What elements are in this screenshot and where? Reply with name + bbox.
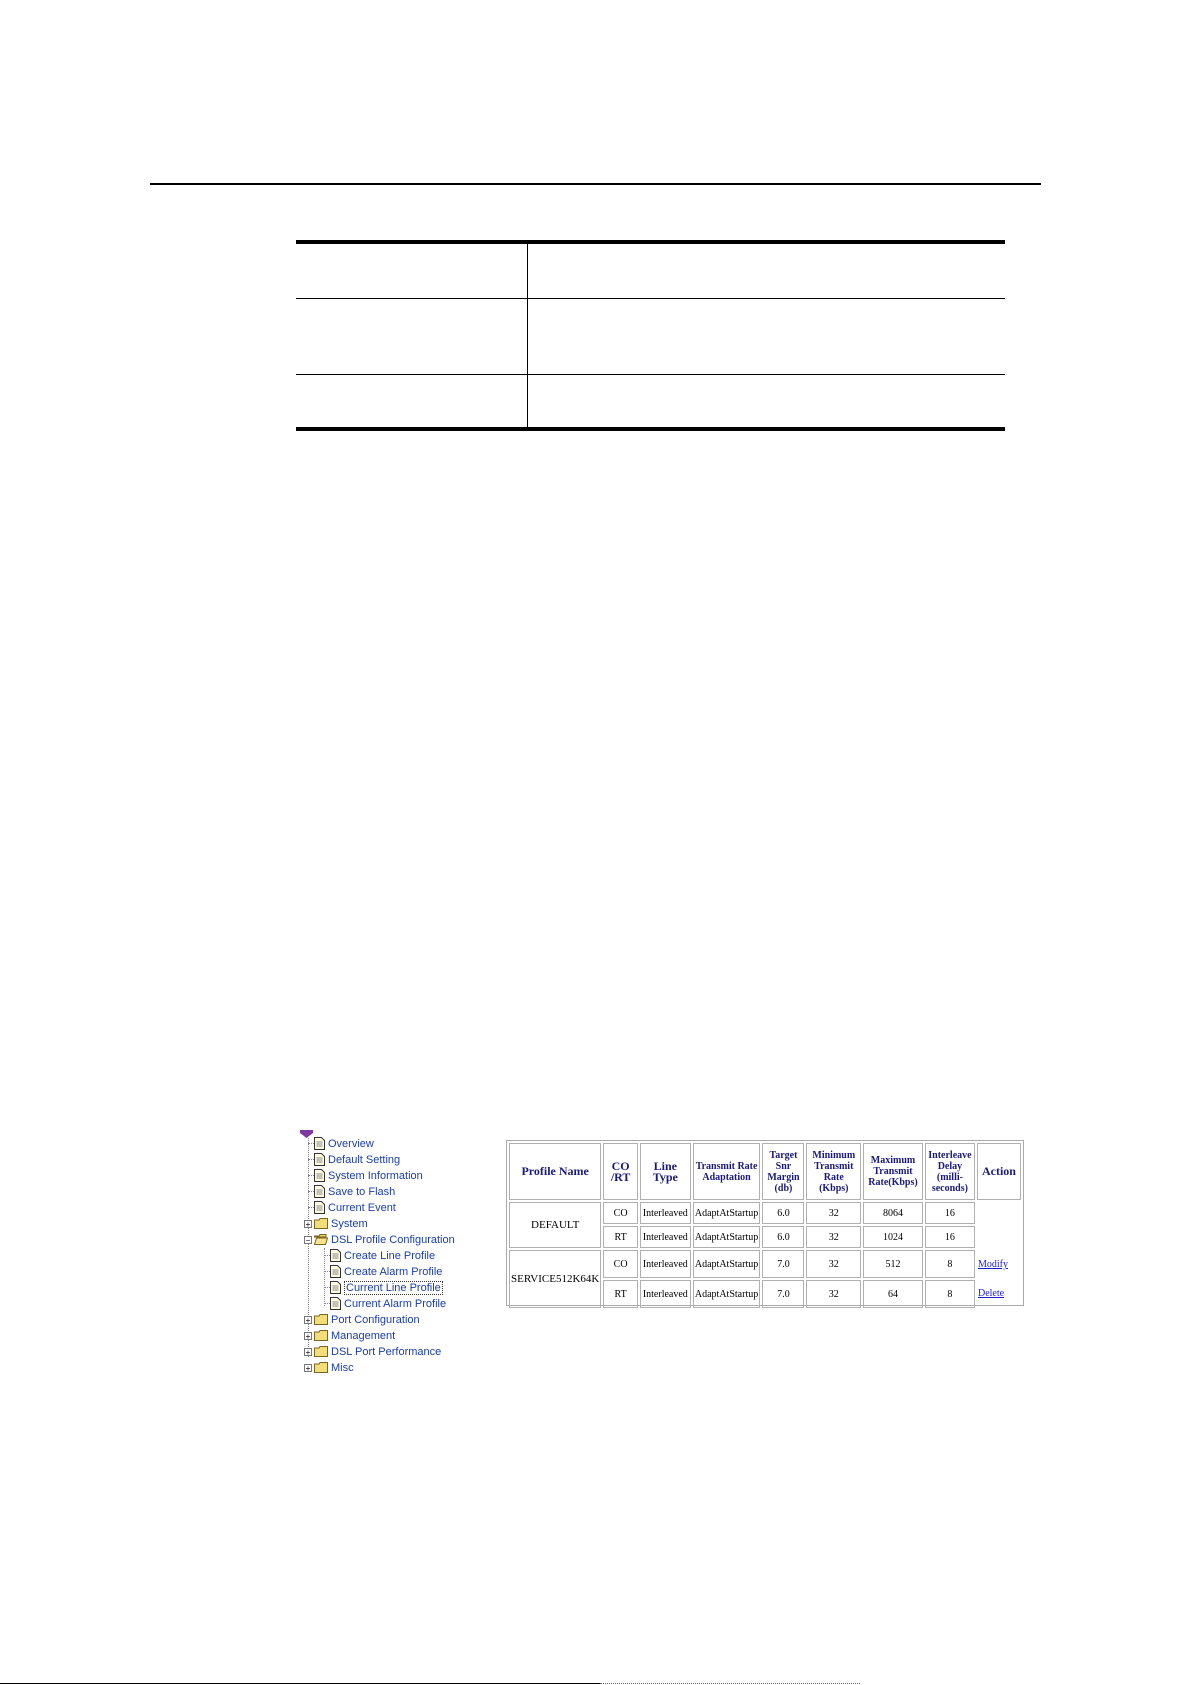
interleave-delay-cell: 8 bbox=[925, 1280, 975, 1308]
tree-item-label: Port Configuration bbox=[331, 1313, 420, 1326]
tree-item-create-line-profile[interactable] bbox=[324, 1248, 435, 1263]
tree-connector bbox=[324, 1303, 330, 1304]
folder-open-icon bbox=[314, 1234, 328, 1245]
action-cell bbox=[977, 1250, 1021, 1308]
definition-term-cell bbox=[296, 299, 528, 374]
tree-item-label: Create Line Profile bbox=[344, 1249, 436, 1262]
modify-link[interactable]: Modify bbox=[977, 1259, 1008, 1270]
definition-desc-cell bbox=[528, 375, 1005, 427]
line-profile-table bbox=[507, 1141, 1023, 1310]
tree-connector bbox=[324, 1255, 330, 1256]
expand-icon[interactable]: + bbox=[305, 1315, 311, 1325]
header-action: Action bbox=[977, 1143, 1021, 1200]
tree-item-default-setting[interactable] bbox=[308, 1152, 400, 1167]
tree-item-label: Current Line Profile bbox=[346, 1281, 441, 1294]
tree-item-dsl-profile-configuration[interactable] bbox=[304, 1232, 455, 1247]
tree-item-save-to-flash[interactable] bbox=[308, 1184, 395, 1199]
document-icon bbox=[330, 1297, 341, 1310]
line-profile-table-container bbox=[506, 1140, 1024, 1306]
header-line-type: Line Type bbox=[640, 1143, 691, 1200]
tree-item-system[interactable] bbox=[304, 1216, 368, 1231]
footer-rule bbox=[0, 1683, 600, 1684]
min-rate-cell: 32 bbox=[806, 1202, 861, 1224]
navigation-tree bbox=[300, 1130, 500, 1385]
header-target-snr: Target Snr Margin (db) bbox=[762, 1143, 804, 1200]
document-icon bbox=[314, 1153, 325, 1166]
document-icon bbox=[330, 1281, 341, 1294]
page-header-rule bbox=[150, 183, 1041, 185]
header-min-rate: Minimum Transmit Rate (Kbps) bbox=[806, 1143, 861, 1200]
tree-item-label: Save to Flash bbox=[328, 1185, 396, 1198]
definition-table bbox=[296, 240, 1005, 431]
target-snr-cell: 6.0 bbox=[762, 1226, 804, 1248]
tree-item-label: Management bbox=[331, 1329, 396, 1342]
tree-connector bbox=[308, 1207, 314, 1208]
expand-icon[interactable]: + bbox=[305, 1347, 311, 1357]
tree-item-misc[interactable] bbox=[304, 1360, 354, 1375]
folder-icon bbox=[314, 1362, 328, 1373]
document-icon bbox=[314, 1137, 325, 1150]
tree-item-current-alarm-profile[interactable] bbox=[324, 1296, 446, 1311]
document-icon bbox=[330, 1249, 341, 1262]
definition-term-cell bbox=[296, 375, 528, 427]
definition-term-cell bbox=[296, 244, 528, 298]
document-icon bbox=[314, 1169, 325, 1182]
interleave-delay-cell: 16 bbox=[925, 1226, 975, 1248]
expand-icon[interactable]: + bbox=[305, 1363, 311, 1373]
tree-item-current-line-profile[interactable] bbox=[324, 1280, 443, 1295]
tree-item-label: System bbox=[331, 1217, 368, 1230]
folder-icon bbox=[314, 1314, 328, 1325]
rate-adaptation-cell: AdaptAtStartup bbox=[693, 1280, 761, 1308]
tree-connector bbox=[324, 1271, 330, 1272]
max-rate-cell: 512 bbox=[863, 1250, 923, 1278]
tree-item-label: Misc bbox=[331, 1361, 354, 1374]
folder-icon bbox=[314, 1218, 328, 1229]
tree-item-label: Current Alarm Profile bbox=[344, 1297, 447, 1310]
profile-name-cell: SERVICE512K64K bbox=[509, 1250, 601, 1308]
folder-icon bbox=[314, 1346, 328, 1357]
header-co-rt: CO /RT bbox=[603, 1143, 638, 1200]
tree-item-port-configuration[interactable] bbox=[304, 1312, 420, 1327]
tree-connector bbox=[308, 1191, 314, 1192]
collapse-icon[interactable]: − bbox=[305, 1235, 311, 1245]
document-icon bbox=[314, 1201, 325, 1214]
tree-item-management[interactable] bbox=[304, 1328, 395, 1343]
tree-connector bbox=[324, 1287, 330, 1288]
tree-item-overview[interactable] bbox=[308, 1136, 374, 1151]
profile-name-cell: DEFAULT bbox=[509, 1202, 601, 1248]
max-rate-cell: 1024 bbox=[863, 1226, 923, 1248]
tree-item-label: Default Setting bbox=[328, 1153, 401, 1166]
action-cell bbox=[977, 1202, 1021, 1248]
tree-connector bbox=[308, 1175, 314, 1176]
definition-row bbox=[296, 298, 1005, 374]
target-snr-cell: 6.0 bbox=[762, 1202, 804, 1224]
tree-item-label: Create Alarm Profile bbox=[344, 1265, 443, 1278]
header-interleave-delay: Interleave Delay (milli-seconds) bbox=[925, 1143, 975, 1200]
definition-desc-cell bbox=[528, 299, 1005, 374]
co-rt-cell: CO bbox=[603, 1250, 638, 1278]
document-icon bbox=[314, 1185, 325, 1198]
line-type-cell: Interleaved bbox=[640, 1250, 691, 1278]
tree-item-label: DSL Port Performance bbox=[331, 1345, 442, 1358]
definition-row bbox=[296, 374, 1005, 427]
target-snr-cell: 7.0 bbox=[762, 1250, 804, 1278]
rate-adaptation-cell: AdaptAtStartup bbox=[693, 1226, 761, 1248]
tree-connector bbox=[308, 1143, 314, 1144]
tree-item-label: System Information bbox=[328, 1169, 423, 1182]
rate-adaptation-cell: AdaptAtStartup bbox=[693, 1202, 761, 1224]
header-profile-name: Profile Name bbox=[509, 1143, 601, 1200]
folder-icon bbox=[314, 1330, 328, 1341]
definition-desc-cell bbox=[528, 244, 1005, 298]
tree-item-label: Current Event bbox=[328, 1201, 396, 1214]
tree-item-system-information[interactable] bbox=[308, 1168, 423, 1183]
tree-item-dsl-port-performance[interactable] bbox=[304, 1344, 441, 1359]
max-rate-cell: 64 bbox=[863, 1280, 923, 1308]
rate-adaptation-cell: AdaptAtStartup bbox=[693, 1250, 761, 1278]
min-rate-cell: 32 bbox=[806, 1250, 861, 1278]
table-row bbox=[509, 1202, 1021, 1224]
expand-icon[interactable]: + bbox=[305, 1219, 311, 1229]
target-snr-cell: 7.0 bbox=[762, 1280, 804, 1308]
min-rate-cell: 32 bbox=[806, 1226, 861, 1248]
interleave-delay-cell: 8 bbox=[925, 1250, 975, 1278]
co-rt-cell: RT bbox=[603, 1280, 638, 1308]
tree-item-label: DSL Profile Configuration bbox=[331, 1233, 455, 1246]
co-rt-cell: CO bbox=[603, 1202, 638, 1224]
tree-item-current-event[interactable] bbox=[308, 1200, 396, 1215]
interleave-delay-cell: 16 bbox=[925, 1202, 975, 1224]
max-rate-cell: 8064 bbox=[863, 1202, 923, 1224]
table-header-row bbox=[509, 1143, 1021, 1200]
definition-row bbox=[296, 244, 1005, 298]
line-type-cell: Interleaved bbox=[640, 1226, 691, 1248]
min-rate-cell: 32 bbox=[806, 1280, 861, 1308]
co-rt-cell: RT bbox=[603, 1226, 638, 1248]
line-type-cell: Interleaved bbox=[640, 1280, 691, 1308]
header-max-rate: Maximum Transmit Rate(Kbps) bbox=[863, 1143, 923, 1200]
delete-link[interactable]: Delete bbox=[977, 1288, 1005, 1299]
header-rate-adaptation: Transmit Rate Adaptation bbox=[693, 1143, 761, 1200]
tree-item-label: Overview bbox=[328, 1137, 374, 1150]
document-icon bbox=[330, 1265, 341, 1278]
tree-connector bbox=[308, 1159, 314, 1160]
tree-item-create-alarm-profile[interactable] bbox=[324, 1264, 442, 1279]
expand-icon[interactable]: + bbox=[305, 1331, 311, 1341]
table-row bbox=[509, 1250, 1021, 1278]
line-type-cell: Interleaved bbox=[640, 1202, 691, 1224]
